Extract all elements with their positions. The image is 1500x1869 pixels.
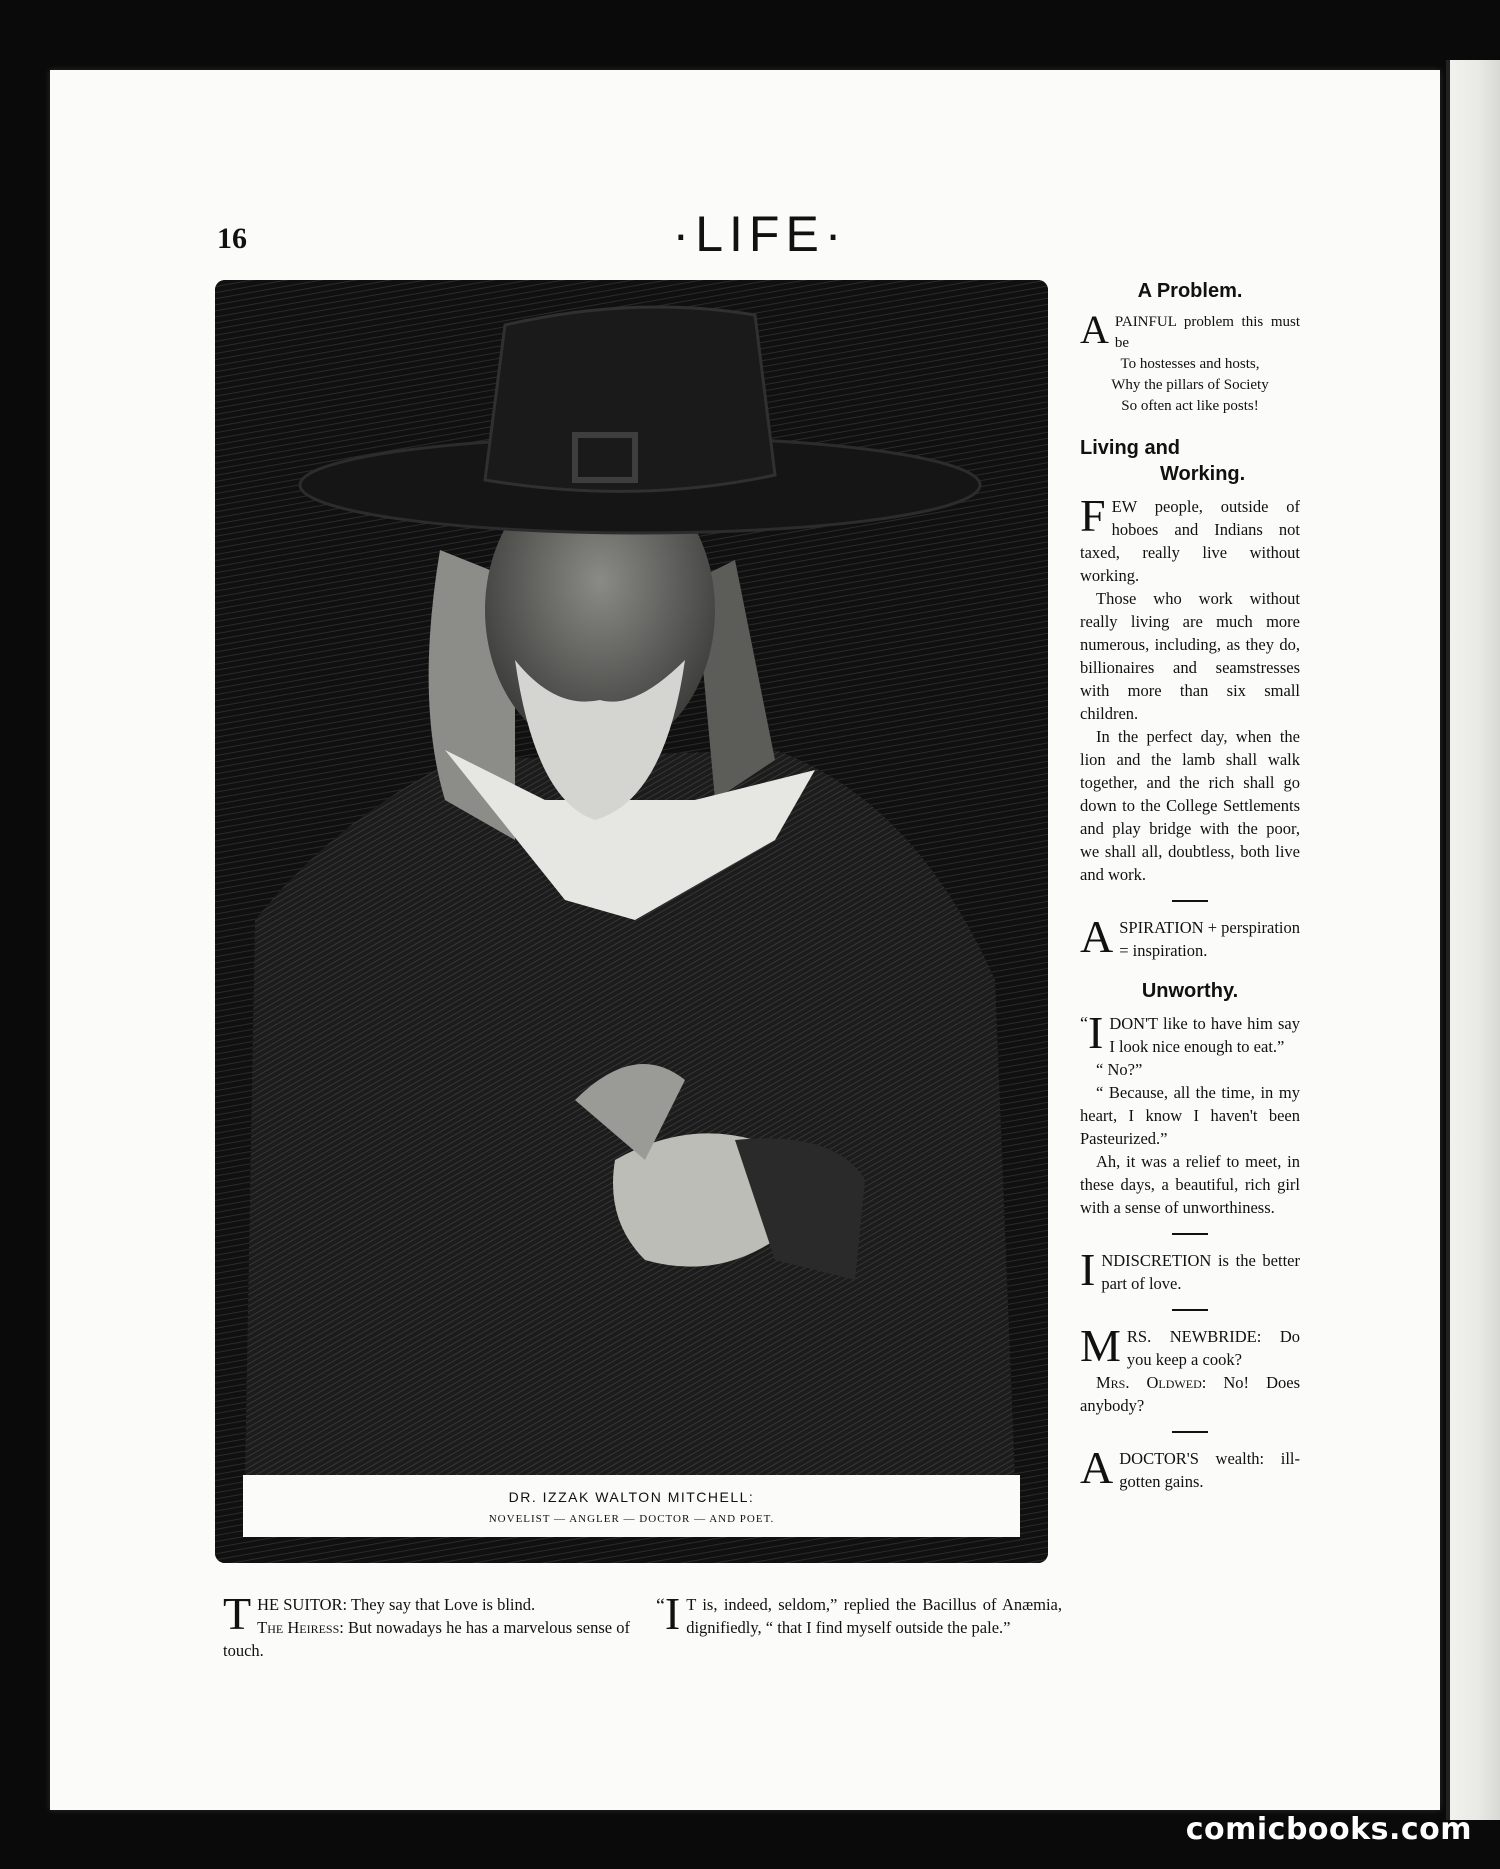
dropcap: I bbox=[664, 1588, 681, 1639]
engraving-image bbox=[215, 280, 1048, 1563]
watermark: comicbooks.com bbox=[1185, 1812, 1472, 1847]
dropcap: A bbox=[1080, 1442, 1114, 1493]
facing-page-edge bbox=[1446, 60, 1500, 1820]
bacillus-joke: “ I T is, indeed, seldom,” replied the Bacillus of Anæmia, dignifiedly, “ that I find myself outside the pale.” bbox=[656, 1588, 1062, 1639]
suitor-joke: THE SUITOR: They say that Love is blind. The Heiress: But nowadays he has a marvelous sense of touch. bbox=[223, 1588, 631, 1660]
right-column: A Problem. APAINFUL problem this must be To hostesses and hosts, Why the pillars of Society So often act like posts! Living and Working. FEW people, outside of hoboes and Indians not taxed, really live without working. Those who work without really living are much more numerous, including, as they do, billionaires and seamstresses with more than six small children. In the perfect day, when the lion and the lamb shall walk together, and the rich shall go down to the College Settlements and play bridge with the poor, we shall all, doubtless, both live and work. ASPIRATION + perspiration = inspiration. Unworthy. “ I DON'T like to have him say I look nice enough to eat.” “ No?” “ Because, all the time, in my heart, I know I haven't been Pasteurized.” Ah, it was a relief to meet, in these days, a beautiful, rich girl with a sense of unworthiness. INDISCRETION is the better part of love. MRS. NEWBRIDE: Do you keep a cook? Mrs. Oldwed: No! Does anybody? ADOCTOR'S wealth: ill-gotten gains. bbox=[1080, 280, 1300, 1493]
unworthy-title: Unworthy. bbox=[1141, 980, 1239, 1002]
portrait-caption bbox=[243, 1475, 1020, 1537]
divider bbox=[1172, 900, 1208, 902]
speaker-name: Mrs. Oldwed bbox=[1096, 1373, 1202, 1392]
divider bbox=[1172, 1309, 1208, 1311]
dropcap: M bbox=[1080, 1320, 1121, 1371]
speaker-name: The Heiress bbox=[257, 1618, 340, 1637]
living-title: Living and Working. bbox=[1080, 437, 1246, 485]
dropcap: A bbox=[1080, 911, 1114, 962]
dropcap: F bbox=[1080, 490, 1106, 541]
caption-subtitle: NOVELIST — ANGLER — DOCTOR — AND POET. bbox=[488, 1513, 775, 1525]
masthead: ·LIFE· bbox=[672, 206, 848, 262]
dropcap: I bbox=[1088, 1007, 1104, 1058]
caption-name: DR. IZZAK WALTON MITCHELL: bbox=[508, 1489, 755, 1505]
dropcap: I bbox=[1080, 1244, 1096, 1295]
divider bbox=[1172, 1431, 1208, 1433]
divider bbox=[1172, 1233, 1208, 1235]
portrait-illustration bbox=[215, 280, 1048, 1563]
dropcap: T bbox=[223, 1588, 252, 1639]
problem-poem: APAINFUL problem this must be To hostesses and hosts, Why the pillars of Society So often act like posts! bbox=[1080, 307, 1300, 414]
page-number: 16 bbox=[217, 222, 247, 255]
problem-title: A Problem. bbox=[1137, 280, 1243, 302]
